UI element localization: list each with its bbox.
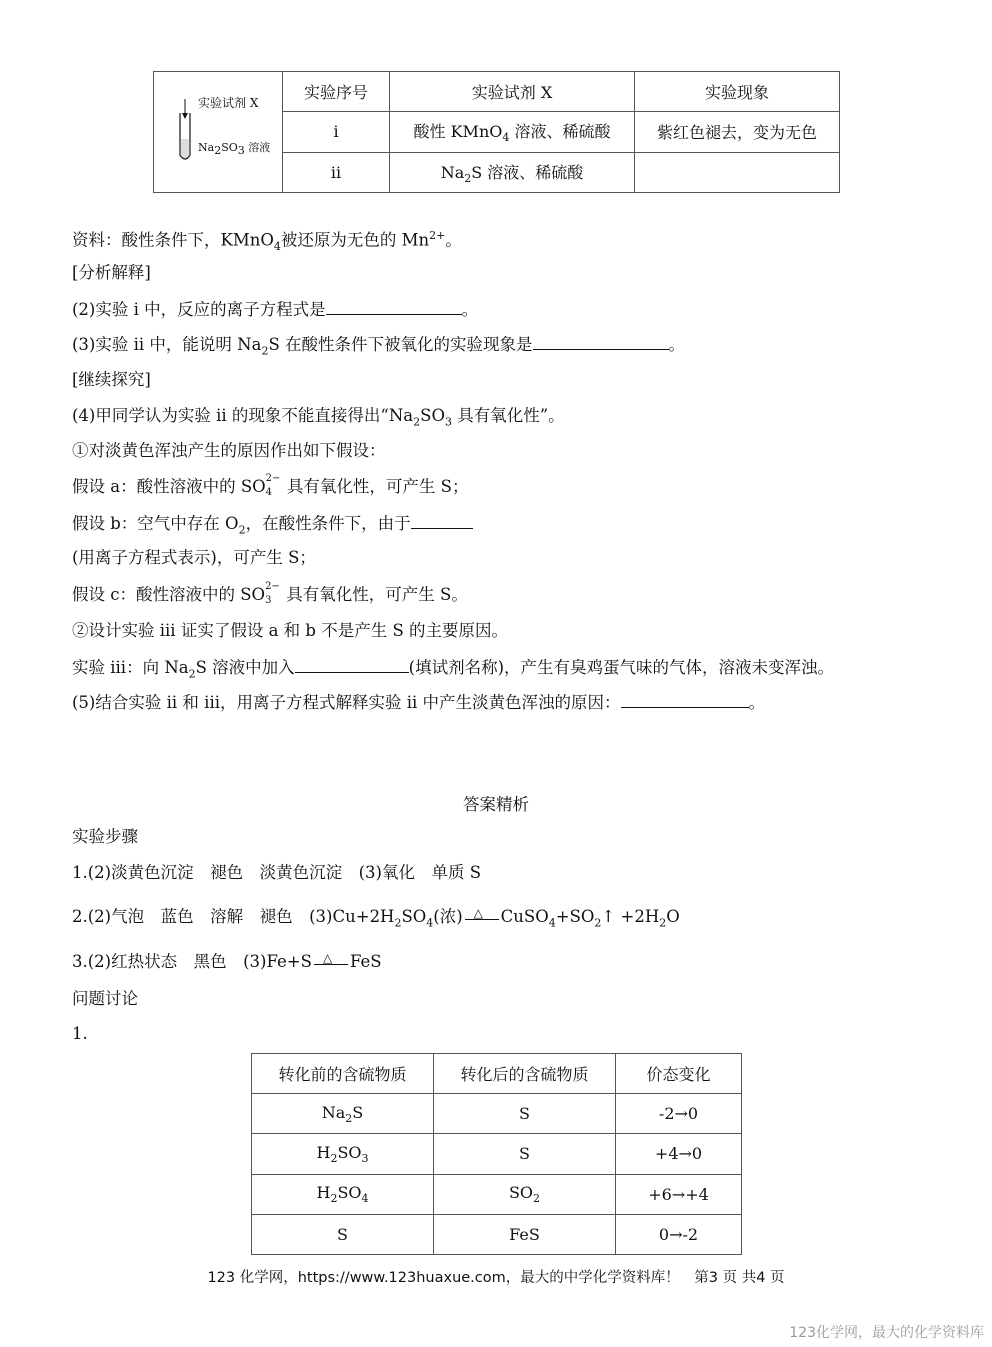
header-no: 实验序号 [283,72,390,112]
hypothesis-b: 假设 b：空气中存在 $O_2$，在酸性条件下，由于 [72,512,473,541]
apparatus-cell [154,72,283,193]
cell-change: -2→0 [616,1094,742,1134]
reagent-label: 实验试剂 X [198,96,259,110]
cell-change: +4→0 [616,1134,742,1174]
cell-before: $H_2SO_3$ [252,1134,434,1174]
experiment-table [153,71,840,193]
sulfur-table [251,1053,742,1255]
cell-before: S [252,1214,434,1254]
solution-label: $Na_2SO_3$ 溶液 [198,141,271,158]
cell-change: 0→-2 [616,1214,742,1254]
answer-blank[interactable] [295,656,409,673]
cell-before: $H_2SO_4$ [252,1174,434,1214]
row1-no: i [283,112,390,152]
header-change: 价态变化 [616,1054,742,1094]
test-tube-icon [155,73,281,191]
question-4: (4)甲同学认为实验 ii 的现象不能直接得出“$Na_2SO_3$ 具有氧化性”。 [72,406,565,429]
hypothesis-b-cont: (用离子方程式表示)，可产生 S； [72,548,316,567]
row1-phenomenon: 紫红色褪去，变为无色 [635,112,840,152]
section-discussion: 问题讨论 [72,989,138,1008]
heat-arrow-icon: △ [465,908,499,928]
answer-title: 答案精析 [463,795,529,814]
info-line: 资料：酸性条件下，KMnO$_4$被还原为无色的 $Mn^{2+}$。 [72,229,462,253]
answer-3: 3.(2)红热状态 黑色 (3)Fe+S △ FeS [72,950,382,971]
question-5: (5)结合实验 ii 和 iii，用离子方程式解释实验 ii 中产生淡黄色浑浊的原因： 。 [72,693,766,712]
question-3: (3)实验 ii 中，能说明 $Na_2S$ 在酸性条件下被氧化的实验现象是 。 [72,335,685,358]
heat-arrow-icon: △ [314,953,348,973]
hypothesis-intro: ①对淡黄色浑浊产生的原因作出如下假设： [72,441,386,460]
header-before: 转化前的含硫物质 [252,1054,434,1094]
section-analysis: [分析解释] [72,263,151,282]
hypothesis-a: 假设 a：酸性溶液中的 SO 2− 4 具有氧化性，可产生 S； [72,473,469,498]
answer-blank[interactable] [326,298,462,315]
header-after: 转化后的含硫物质 [434,1054,616,1094]
experiment-iii: 实验 iii：向 $Na_2S$ 溶液中加入 (填试剂名称)，产生有臭鸡蛋气味的气体，溶液未变浑浊。 [72,658,835,681]
watermark: 123化学网，最大的化学资料库 [789,1325,984,1341]
cell-after: $SO_2$ [434,1174,616,1214]
design-line: ②设计实验 iii 证实了假设 a 和 b 不是产生 S 的主要原因。 [72,621,508,640]
question-2: (2)实验 i 中，反应的离子方程式是 。 [72,300,479,319]
answer-blank[interactable] [621,691,749,708]
section-steps: 实验步骤 [72,827,138,846]
answer-blank[interactable] [411,512,473,529]
page-footer: 123 化学网，https://www.123huaxue.com，最大的中学化学资料库！ 第3 页 共4 页 [207,1270,785,1286]
row2-no: ii [283,152,390,192]
section-continue: [继续探究] [72,370,151,389]
cell-change: +6→+4 [616,1174,742,1214]
answer-blank[interactable] [533,333,669,350]
row1-reagent: 酸性 KMnO$_4$ 溶液、稀硫酸 [390,112,635,152]
header-reagent: 实验试剂 X [390,72,635,112]
answer-1: 1.(2)淡黄色沉淀 褪色 淡黄色沉淀 (3)氧化 单质 S [72,863,482,882]
discussion-1: 1. [72,1024,88,1043]
cell-after: S [434,1134,616,1174]
row2-phenomenon [635,152,840,192]
row2-reagent: $Na_2S$ 溶液、稀硫酸 [390,152,635,192]
hypothesis-c: 假设 c：酸性溶液中的 SO 2− 3 具有氧化性，可产生 S。 [72,581,468,606]
answer-2: 2.(2)气泡 蓝色 溶解 褪色 $(3)Cu+2H_2SO_4$(浓) △ $CuSO_4+SO_2↑ +2H_2O$ [72,905,680,930]
cell-after: FeS [434,1214,616,1254]
cell-before: $Na_2S$ [252,1094,434,1134]
cell-after: S [434,1094,616,1134]
header-phenomenon: 实验现象 [635,72,840,112]
